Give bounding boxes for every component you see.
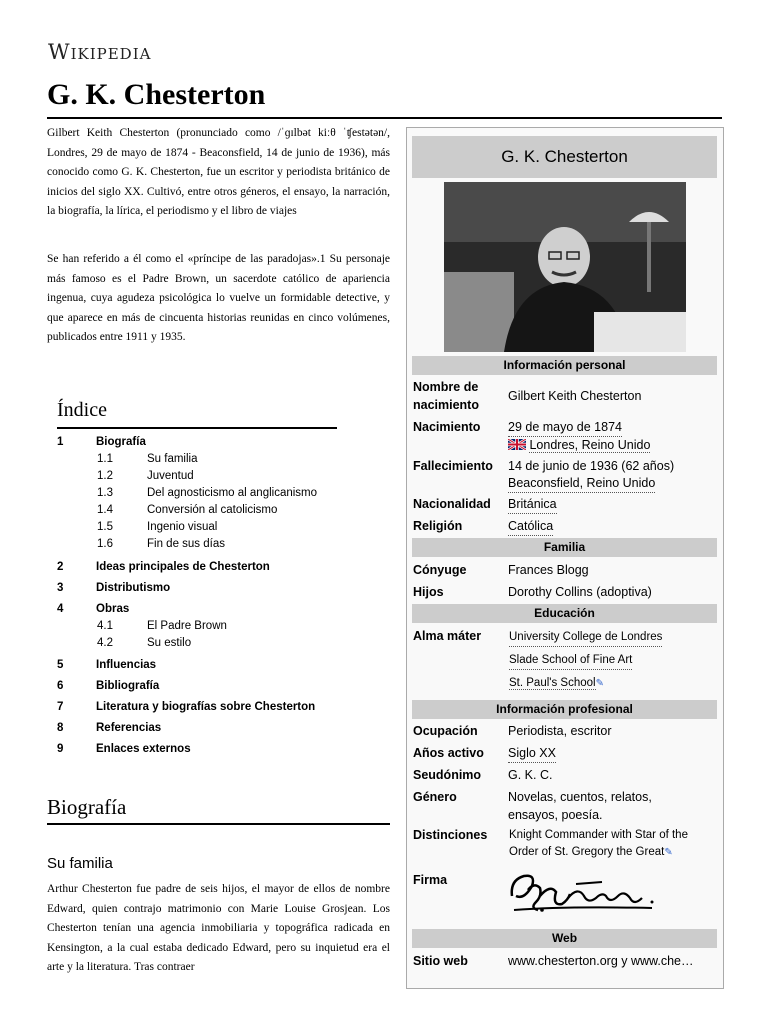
section-band-personal: Información personal [412,356,717,375]
value-years-active[interactable]: Siglo XX [508,744,556,763]
toc-item-label[interactable]: El Padre Brown [147,620,227,632]
toc-item-number: 4 [57,603,64,615]
toc-item-number: 1.1 [97,453,113,465]
label-genre: Género [413,790,457,804]
label-awards: Distinciones [413,828,488,842]
value-genre[interactable]: Novelas, cuentos, relatos, ensayos, poesía. [508,790,652,822]
label-years-active: Años activo [413,746,484,760]
value-alma-1[interactable]: University College de Londres [509,628,662,647]
toc-item-label[interactable]: Del agnosticismo al anglicanismo [147,487,318,499]
toc-item-label[interactable]: Bibliografía [96,680,160,692]
toc-item-label[interactable]: Ingenio visual [147,521,218,533]
subsection-heading-su-familia: Su familia [47,855,113,872]
wikipedia-logo[interactable]: Wikipedia [48,40,152,64]
toc-item-number: 4.2 [97,637,113,649]
birth-place-link[interactable]: Londres, Reino Unido [529,438,651,452]
intro-paragraph-1: Gilbert Keith Chesterton (pronunciado como /ˈɡɪlbət kiːθ ˈʧestətən/, Londres, 29 de mayo de 1874 - Beaconsfield, 14 de junio de 1936), más conocido como G. K. Chesterton, fue un escritor y periodista británico de inicios del siglo XX. Cultivó, entre otros géneros, el ensayo, la narración, la biografía, la lírica, el periodismo y el libro de viajes [47,127,390,217]
toc-heading: Índice [57,399,107,421]
title-divider [47,117,722,119]
toc-item-number: 5 [57,659,64,671]
value-awards-row [509,827,717,861]
toc-item-label[interactable]: Su estilo [147,637,192,649]
value-birth-name: Gilbert Keith Chesterton [508,389,642,403]
toc-item-number: 3 [57,582,64,594]
label-nationality: Nacionalidad [413,497,491,511]
section-heading-biografia: Biografía [47,795,127,819]
toc-item-number: 1.4 [97,504,113,516]
page-title: G. K. Chesterton [47,78,266,111]
value-death-date[interactable]: 14 de junio de 1936 (62 años) [508,459,675,473]
toc-item-label[interactable]: Obras [96,603,130,615]
toc-item-number: 4.1 [97,620,113,632]
toc-item-number: 1 [57,436,64,448]
edit-pencil-icon[interactable]: ✎ [595,678,604,689]
value-birth-date[interactable]: 29 de mayo de 1874 [508,418,622,437]
label-pseudonym: Seudónimo [413,768,482,782]
value-birth-place-row [508,436,718,454]
value-awards[interactable]: Knight Commander with Star of the Order of St. Gregory the Great [509,829,688,858]
toc-divider [57,427,337,429]
value-pseudonym: G. K. C. [508,768,553,782]
intro-paragraph-2: Se han referido a él como el «príncipe de las paradojas».1 Su personaje más famoso es el Padre Brown, un sacerdote católico de apariencia ingenua, cuya agudeza psicológica lo vuelve un formidable detective, y que aparece en más de cincuenta historias reunidas en cinco volúmenes, publicados entre 1911 y 1935. [47,253,390,343]
toc-item-number: 6 [57,680,64,692]
section-divider [47,823,390,825]
value-alma-2[interactable]: Slade School of Fine Art [509,651,632,670]
value-website[interactable]: www.chesterton.org y www.che… [508,954,694,968]
toc-item-label[interactable]: Distributismo [96,582,171,594]
toc-item-number: 7 [57,701,64,713]
toc-item-number: 8 [57,722,64,734]
value-occupation[interactable]: Periodista, escritor [508,724,612,738]
toc-item-label[interactable]: Influencias [96,659,157,671]
value-religion[interactable]: Católica [508,517,553,536]
label-birth-name: Nombre de nacimiento [413,380,479,412]
section-band-education: Educación [412,604,717,623]
section-band-family: Familia [412,538,717,557]
section-band-professional: Información profesional [412,700,717,719]
toc-item-number: 2 [57,561,64,573]
section-band-web: Web [412,929,717,948]
label-spouse: Cónyuge [413,563,467,577]
portrait-photo[interactable] [444,182,686,352]
toc-item-label[interactable]: Juventud [147,470,194,482]
edit-pencil-icon[interactable]: ✎ [664,847,673,858]
value-death-place[interactable]: Beaconsfield, Reino Unido [508,474,655,493]
toc-item-label[interactable]: Biografía [96,436,146,448]
toc-item-number: 1.5 [97,521,113,533]
label-website: Sitio web [413,954,468,968]
value-children[interactable]: Dorothy Collins (adoptiva) [508,585,652,599]
label-religion: Religión [413,519,463,533]
uk-flag-icon [508,439,526,450]
label-children: Hijos [413,585,444,599]
toc-item-label[interactable]: Literatura y biografías sobre Chesterton [96,701,316,713]
label-birth: Nacimiento [413,420,481,434]
toc-item-number: 1.3 [97,487,113,499]
label-death: Fallecimiento [413,459,493,473]
section-paragraph: Arthur Chesterton fue padre de seis hijos, el mayor de ellos de nombre Edward, quien contrajo matrimonio con Marie Louise Grosjean. Los Chesterton tenían una agencia inmobiliaria y topográfica radicada en Kensington, a la cual estaba dedicado Edward, pero su inquietud era el arte y la literatura. Tras contraer [47,883,390,973]
toc-item-number: 1.6 [97,538,113,550]
toc-item-number: 1.2 [97,470,113,482]
toc-item-label[interactable]: Referencias [96,722,162,734]
value-spouse: Frances Blogg [508,563,589,577]
infobox-title: G. K. Chesterton [412,136,717,178]
value-alma-3[interactable]: St. Paul's School [509,677,596,689]
toc-item-label[interactable]: Su familia [147,453,198,465]
toc-item-number: 9 [57,743,64,755]
value-alma-3-row [509,674,604,693]
label-signature: Firma [413,873,448,887]
toc-item-label[interactable]: Conversión al catolicismo [147,504,278,516]
value-nationality[interactable]: Británica [508,495,557,514]
signature-image[interactable] [506,866,658,922]
toc-item-label[interactable]: Fin de sus días [147,538,225,550]
toc-item-label[interactable]: Ideas principales de Chesterton [96,561,270,573]
label-alma-mater: Alma máter [413,629,482,643]
label-occupation: Ocupación [413,724,478,738]
toc-item-label[interactable]: Enlaces externos [96,743,191,755]
